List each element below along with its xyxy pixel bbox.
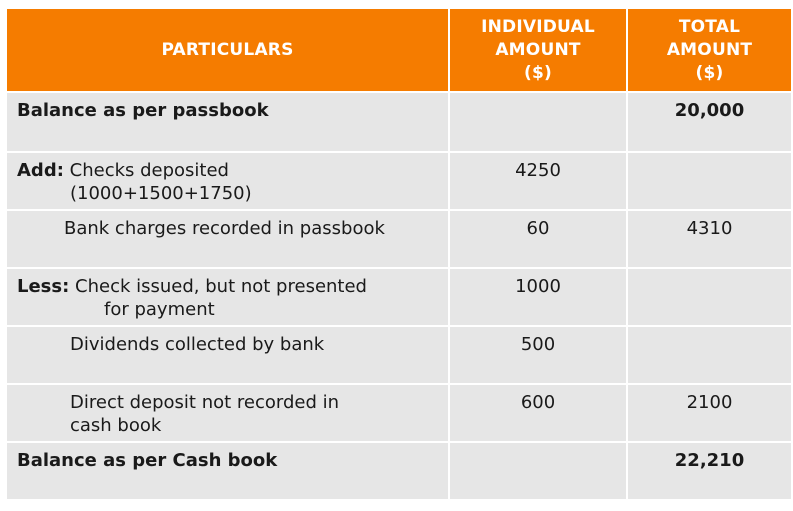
total-amount-cell: 4310: [627, 210, 791, 268]
row-label: [7, 152, 449, 210]
reconciliation-table: [7, 9, 791, 499]
header-row: [7, 9, 791, 92]
row-label-continuation: for payment: [104, 299, 215, 320]
row-prefix: Add:: [17, 160, 64, 181]
individual-amount-cell: 60: [449, 210, 627, 268]
header-total-line3: ($): [695, 62, 724, 83]
row-label: [7, 92, 449, 152]
row-label: [7, 442, 449, 499]
header-individual-line1: INDIVIDUAL: [481, 16, 595, 37]
row-label-continuation: (1000+1500+1750): [70, 183, 252, 204]
header-individual-line2: AMOUNT: [495, 39, 581, 60]
header-individual-amount: [449, 9, 627, 92]
total-amount-cell: 22,210: [627, 442, 791, 499]
individual-amount-cell: 1000: [449, 268, 627, 326]
row-label-text: Balance as per passbook: [17, 100, 269, 121]
header-particulars: [7, 9, 449, 92]
row-label: [7, 268, 449, 326]
row-label: [7, 326, 449, 384]
table-row: [7, 210, 791, 268]
row-label-text: Direct deposit not recorded in: [70, 392, 340, 413]
individual-amount-cell: 500: [449, 326, 627, 384]
header-individual-line3: ($): [524, 62, 552, 83]
table-row: [7, 384, 791, 442]
header-total-amount: [627, 9, 791, 92]
total-amount-cell: [627, 268, 791, 326]
table-row: [7, 92, 791, 152]
total-amount-cell: [627, 326, 791, 384]
row-prefix: Less:: [17, 276, 70, 297]
individual-amount-cell: [449, 442, 627, 499]
individual-amount-cell: 4250: [449, 152, 627, 210]
header-total-line2: AMOUNT: [666, 39, 753, 60]
table-row: [7, 268, 791, 326]
row-label-text: Balance as per Cash book: [17, 450, 278, 471]
total-amount-cell: 2100: [627, 384, 791, 442]
row-label: [7, 210, 449, 268]
individual-amount-cell: [449, 92, 627, 152]
row-label: [7, 384, 449, 442]
total-amount-cell: [627, 152, 791, 210]
header-total-line1: TOTAL: [678, 16, 741, 37]
row-label-text: Check issued, but not presented: [75, 276, 367, 297]
individual-amount-cell: 600: [449, 384, 627, 442]
row-label-continuation: cash book: [70, 415, 162, 436]
table-row: [7, 326, 791, 384]
row-label-text: Bank charges recorded in passbook: [64, 218, 385, 239]
table-row: [7, 442, 791, 499]
table-row: [7, 152, 791, 210]
header-particulars-text: PARTICULARS: [161, 39, 294, 60]
total-amount-cell: 20,000: [627, 92, 791, 152]
row-label-text: Checks deposited: [69, 160, 229, 181]
row-label-text: Dividends collected by bank: [70, 334, 325, 355]
